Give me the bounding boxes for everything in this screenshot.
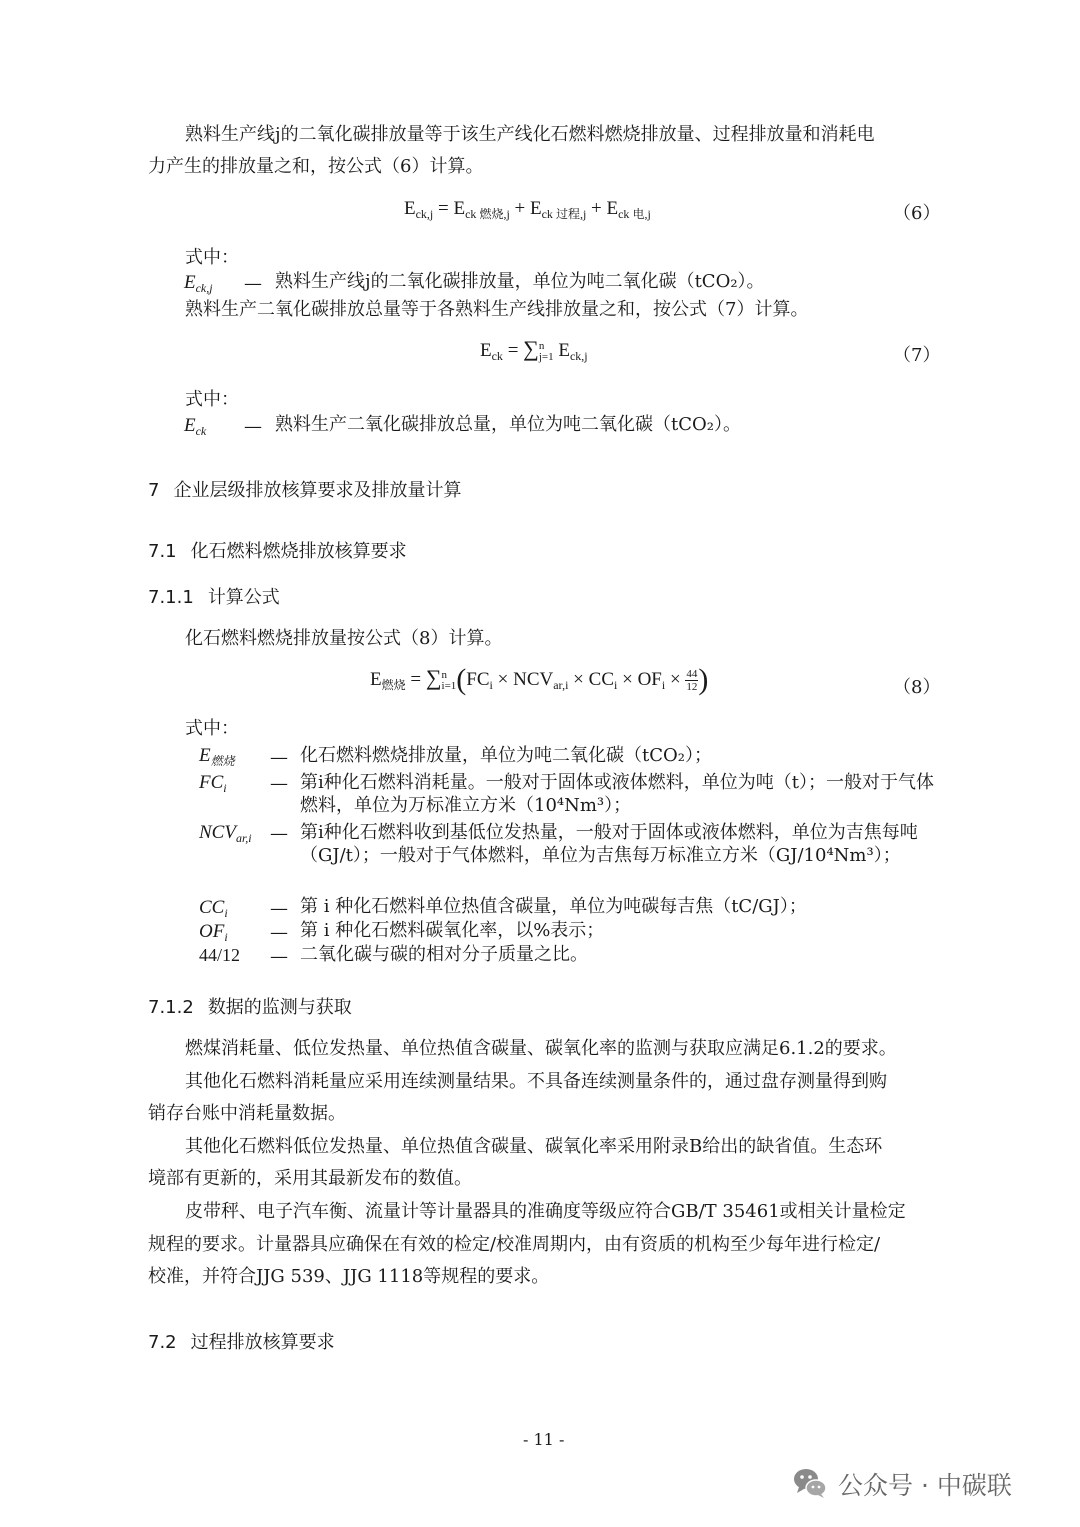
- paragraph-line: 燃煤消耗量、低位发热量、单位热值含碳量、碳氧化率的监测与获取应满足6.1.2的要求。: [185, 1038, 897, 1059]
- em-dash: —: [270, 898, 288, 919]
- em-dash: —: [270, 747, 288, 768]
- symbol: $FC_i$: [199, 772, 227, 795]
- paragraph-line: 化石燃料燃烧排放量按公式（8）计算。: [185, 628, 503, 649]
- equation-7: $E_{ck}$ = ∑ n j=1 $E_{ck,j}$: [480, 336, 588, 363]
- where-label: 式中：: [185, 389, 239, 410]
- section-heading-7-1-1: 7.1.1 计算公式: [148, 587, 280, 608]
- em-dash: —: [270, 922, 288, 943]
- symbol: $E_{燃烧}$: [199, 745, 235, 768]
- definition-text: 熟料生产线j的二氧化碳排放量，单位为吨二氧化碳（tCO₂）。: [275, 271, 765, 292]
- section-heading-7: 7 企业层级排放核算要求及排放量计算: [148, 480, 462, 501]
- paragraph-line: 校准，并符合JJG 539、JJG 1118等规程的要求。: [148, 1266, 550, 1287]
- wechat-account-label: 公众号 · 中碳联: [838, 1471, 1012, 1500]
- symbol: $CC_i$: [199, 897, 228, 920]
- where-label: 式中：: [185, 718, 239, 739]
- equation-number: （8）: [893, 677, 941, 698]
- page-number: - 11 -: [523, 1430, 565, 1449]
- definition-text: 第 i 种化石燃料单位热值含碳量，单位为吨碳每吉焦（tC/GJ）；: [300, 896, 807, 917]
- section-heading-7-1: 7.1 化石燃料燃烧排放核算要求: [148, 541, 407, 562]
- paragraph-line: 规程的要求。计量器具应确保在有效的检定/校准周期内，由有资质的机构至少每年进行检定/: [148, 1234, 881, 1255]
- paragraph-line: 其他化石燃料消耗量应采用连续测量结果。不具备连续测量条件的，通过盘存测量得到购: [185, 1071, 887, 1092]
- section-heading-7-1-2: 7.1.2 数据的监测与获取: [148, 997, 352, 1018]
- definition-text: 第i种化石燃料收到基低位发热量，一般对于固体或液体燃料，单位为吉焦每吨（GJ/t）；一般对于气体燃料，单位为吉焦每万标准立方米（GJ/10⁴Nm³）；: [300, 822, 918, 866]
- symbol: 44/12: [199, 945, 241, 965]
- em-dash: —: [244, 273, 262, 294]
- em-dash: —: [270, 946, 288, 967]
- em-dash: —: [270, 823, 288, 844]
- equation-8: $E_{燃烧}$ = ∑ n i=1 ($FC_i \times NCV_{ar,i} \times CC_i \times OF_i$ × $\frac{44}{12}$ ): [370, 663, 709, 696]
- equation-number: （6）: [893, 203, 941, 224]
- paragraph-line: 销存台账中消耗量数据。: [148, 1103, 346, 1124]
- symbol: $E_{ck}$: [184, 415, 207, 438]
- definition-text: 化石燃料燃烧排放量，单位为吨二氧化碳（tCO₂）；: [300, 745, 712, 766]
- paragraph-line: 力产生的排放量之和，按公式（6）计算。: [148, 156, 484, 177]
- paragraph-line: 熟料生产线j的二氧化碳排放量等于该生产线化石燃料燃烧排放量、过程排放量和消耗电: [185, 124, 875, 145]
- paragraph-line: 境部有更新的，采用其最新发布的数值。: [148, 1168, 472, 1189]
- definition-text: 第i种化石燃料消耗量。一般对于固体或液体燃料，单位为吨（t）；一般对于气体燃料，单位为万标准立方米（10⁴Nm³）；: [300, 772, 934, 816]
- definition-text: 第 i 种化石燃料碳氧化率，以%表示；: [300, 920, 605, 941]
- symbol: $E_{ck,j}$: [184, 272, 213, 295]
- symbol: $OF_i$: [199, 921, 228, 944]
- definition-text: 熟料生产二氧化碳排放总量，单位为吨二氧化碳（tCO₂）。: [275, 414, 741, 435]
- equation-number: （7）: [893, 345, 941, 366]
- definition-text: 二氧化碳与碳的相对分子质量之比。: [300, 944, 588, 965]
- symbol: $NCV_{ar,i}$: [199, 822, 252, 845]
- section-heading-7-2: 7.2 过程排放核算要求: [148, 1332, 335, 1353]
- paragraph-line: 皮带秤、电子汽车衡、流量计等计量器具的准确度等级应符合GB/T 35461或相关计量检定: [185, 1201, 906, 1222]
- em-dash: —: [270, 773, 288, 794]
- where-label: 式中：: [185, 247, 239, 268]
- paragraph-line: 熟料生产二氧化碳排放总量等于各熟料生产线排放量之和，按公式（7）计算。: [185, 299, 809, 320]
- em-dash: —: [244, 416, 262, 437]
- equation-6: $E_{ck,j} = E_{ck 燃烧,j} + E_{ck 过程,j} + E_{ck 电,j}$: [404, 198, 651, 221]
- paragraph-line: 其他化石燃料低位发热量、单位热值含碳量、碳氧化率采用附录B给出的缺省值。生态环: [185, 1136, 883, 1157]
- wechat-icon: [790, 1462, 830, 1502]
